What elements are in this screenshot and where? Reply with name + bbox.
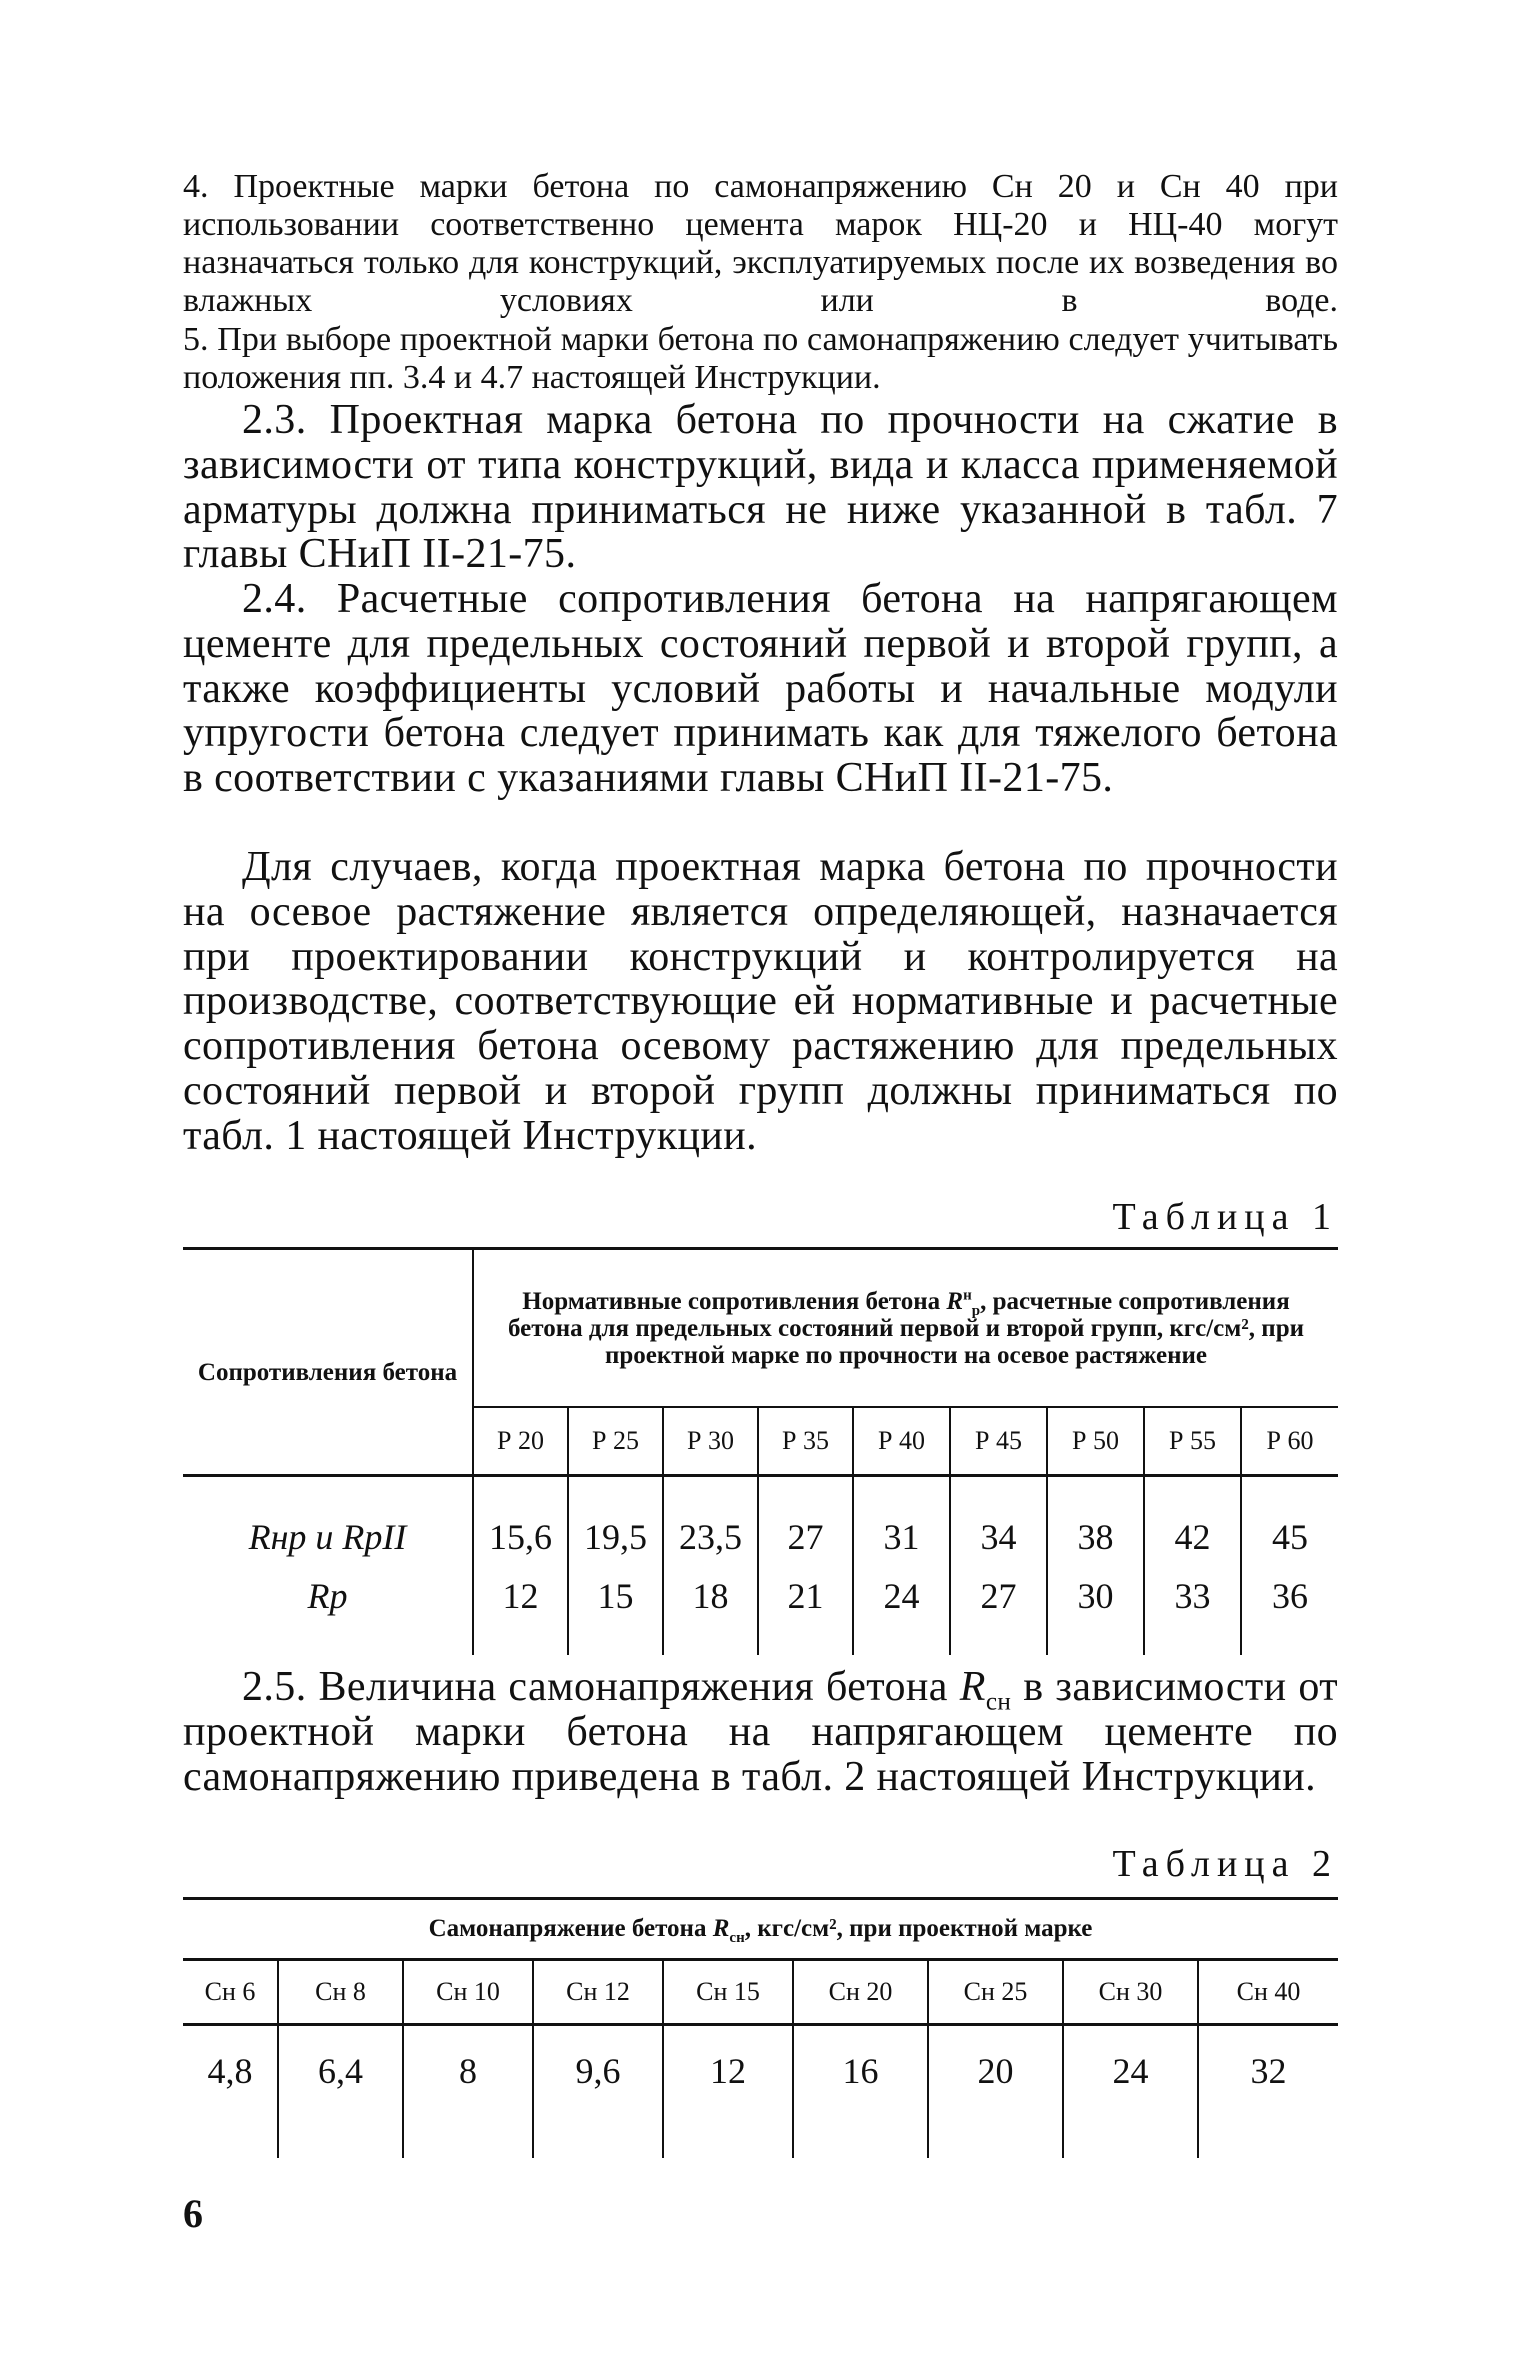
grade-cell: Р 30 [663,1407,758,1476]
grade-cell: Р 60 [1241,1407,1338,1476]
paragraph-2-4-continued: Для случаев, когда проектная марка бетона по прочности на осевое растяжение является определяющей, назначается при проектировании конструкций и контролируется на производстве, соответствующие ей нормативные и расчетные сопротивления бетона осевому растяжению для предельных состояний первой и второй групп должны приниматься по табл. 1 настоящей Инструкции. [183,844,1338,1159]
table-cell: 6,4 [278,2025,403,2159]
grade-cell: Р 55 [1144,1407,1241,1476]
grade-cell: Сн 20 [793,1960,928,2025]
table-cell: 21 [758,1575,853,1655]
paragraph-2-4: 2.4. Расчетные сопротивления бетона на напрягающем цементе для предельных состояний первой и второй групп, а также коэффициенты условий работы и начальные модули упругости бетона следует принимать как для тяжелого бетона в соответствии с указаниями главы СНиП II-21-75. [183,576,1338,802]
grade-cell: Сн 6 [183,1960,278,2025]
table-cell: 27 [950,1575,1047,1655]
grade-cell: Р 35 [758,1407,853,1476]
table-cell: 36 [1241,1575,1338,1655]
grade-cell: Сн 12 [533,1960,663,2025]
table-cell: 31 [853,1476,950,1576]
note-5: 5. При выборе проектной марки бетона по самонапряжению следует учитывать положения пп. 3.4 и 4.7 настоящей Инструкции. [183,321,1338,396]
table-cell: 16 [793,2025,928,2159]
paragraph-2-5-text-b: в зависимости от проектной марки бетона на напрягающем цементе по самонапряжению приведена в табл. 2 настоящей Инструкции. [183,1664,1339,1800]
page-number: 6 [183,2191,203,2236]
table-2 [183,1897,1338,2158]
table-2-header-symbol: R [712,1915,730,1942]
table-cell: 38 [1047,1476,1144,1576]
grade-cell: Р 20 [473,1407,568,1476]
grade-cell: Сн 15 [663,1960,793,2025]
grade-cell: Р 45 [950,1407,1047,1476]
paragraph-2-5-text-a: 2.5. Величина самонапряжения бетона [242,1664,960,1710]
column-header-text-a: Нормативные сопротивления бетона [522,1287,947,1315]
table-cell: 18 [663,1575,758,1655]
grade-cell: Сн 10 [403,1960,533,2025]
table-cell: 34 [950,1476,1047,1576]
grade-cell: Р 25 [568,1407,663,1476]
paragraph-2-5-sub: сн [985,1688,1012,1716]
note-4: 4. Проектные марки бетона по самонапряжению Сн 20 и Сн 40 при использовании соответственно цемента марок НЦ-20 и НЦ-40 могут назначаться только для конструкций, эксплуатируемых после их возведения во влажных условиях или в воде. [183,168,1338,319]
paragraph-2-3: 2.3. Проектная марка бетона по прочности на сжатие в зависимости от типа конструкций, вида и класса применяемой арматуры должна приниматься не ниже указанной в табл. 7 главы СНиП II-21-75. [183,397,1338,578]
table-cell: 30 [1047,1575,1144,1655]
grade-cell: Сн 30 [1063,1960,1198,2025]
table-2-header [183,1899,1338,1960]
table-cell: 24 [853,1575,950,1655]
table-2-header-text-b: , кгс/см², при проектной марке [744,1915,1093,1942]
column-header [473,1249,1338,1408]
table-cell: 33 [1144,1575,1241,1655]
table-cell: 42 [1144,1476,1241,1576]
column-header-symbol: R [946,1287,964,1315]
row-label-1: Rнр и RрII [183,1476,473,1576]
grade-cell: Сн 40 [1198,1960,1338,2025]
table-2-header-text-a: Самонапряжение бетона [428,1915,713,1942]
table-cell: 45 [1241,1476,1338,1576]
grade-cell: Сн 25 [928,1960,1063,2025]
table-cell: 15,6 [473,1476,568,1576]
table-cell: 12 [473,1575,568,1655]
table-cell: 9,6 [533,2025,663,2159]
table-1-caption: Таблица 1 [1112,1196,1338,1238]
table-cell: 23,5 [663,1476,758,1576]
grade-cell: Сн 8 [278,1960,403,2025]
table-cell: 27 [758,1476,853,1576]
table-cell: 20 [928,2025,1063,2159]
table-cell: 12 [663,2025,793,2159]
table-cell: 24 [1063,2025,1198,2159]
grade-cell: Р 50 [1047,1407,1144,1476]
table-cell: 8 [403,2025,533,2159]
table-2-caption: Таблица 2 [1112,1843,1338,1885]
row-header: Сопротивления бетона [197,1358,458,1386]
table-2-header-sub: сн [729,1930,745,1946]
table-cell: 15 [568,1575,663,1655]
paragraph-2-5-symbol: R [959,1664,986,1710]
column-header-sup: н [963,1287,972,1304]
grade-cell: Р 40 [853,1407,950,1476]
table-1 [183,1247,1338,1655]
paragraph-2-5 [183,1665,1338,1799]
table-cell: 19,5 [568,1476,663,1576]
row-label-2: Rр [307,1576,348,1616]
table-cell: 4,8 [207,2051,253,2091]
column-header-text-b: , расчетные сопротивления бетона для предельных состояний первой и второй групп, кгс/см², при проектной марке по прочности на осевое растяжение [508,1287,1305,1369]
table-cell: 32 [1198,2025,1338,2159]
column-header-sub: р [971,1302,981,1319]
